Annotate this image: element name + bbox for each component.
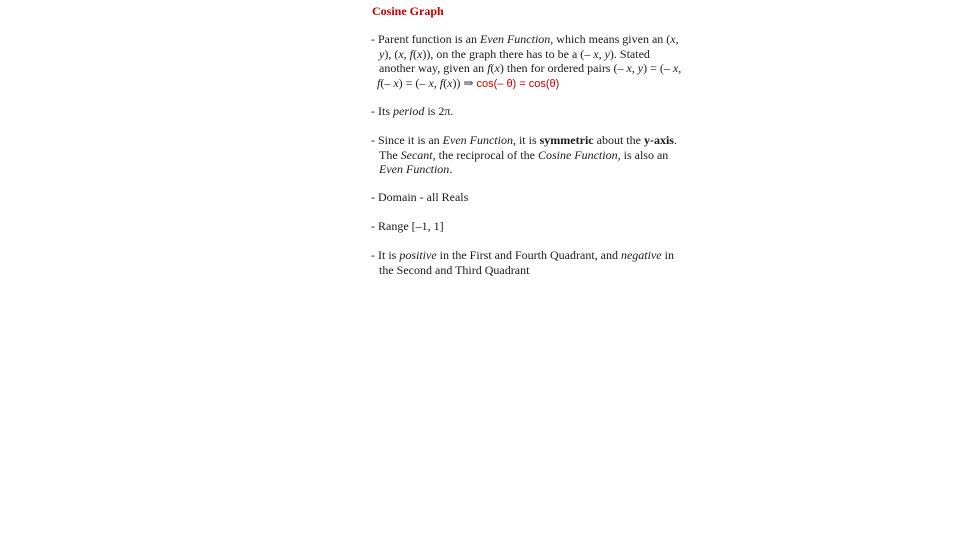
quadrant-line-1 bbox=[371, 248, 691, 263]
quadrant-line-2: the Second and Third Quadrant bbox=[379, 262, 530, 277]
text: , the reciprocal of the bbox=[432, 147, 538, 162]
range-line: - Range [–1, 1] bbox=[371, 219, 444, 233]
even-line-1 bbox=[371, 32, 691, 47]
text: , which means given an ( bbox=[550, 32, 671, 46]
text: . bbox=[673, 133, 677, 147]
text: , it is bbox=[512, 133, 540, 147]
text: f bbox=[487, 61, 491, 76]
symmetric-line-1 bbox=[371, 133, 691, 148]
even-function-bullet bbox=[371, 32, 691, 91]
text: ) = (– bbox=[398, 75, 429, 90]
text: ). Stated bbox=[609, 46, 650, 61]
period-line bbox=[371, 104, 691, 119]
positive-term: positive bbox=[399, 248, 437, 262]
text: x, f bbox=[428, 75, 444, 90]
negative-term: negative bbox=[620, 248, 662, 262]
text: is 2π. bbox=[424, 104, 454, 118]
even-line-4 bbox=[371, 76, 691, 92]
even-function-term: Even Function bbox=[479, 32, 551, 46]
text: x, bbox=[670, 32, 679, 46]
text: f bbox=[377, 75, 381, 90]
range-bullet bbox=[371, 219, 691, 234]
slide-title: Cosine Graph bbox=[372, 4, 444, 18]
text: - Its bbox=[371, 104, 393, 118]
domain-bullet bbox=[371, 190, 691, 205]
even-line-3 bbox=[371, 61, 691, 76]
text: ( bbox=[443, 75, 448, 90]
text: x, y bbox=[626, 61, 644, 76]
text: x, y bbox=[593, 46, 610, 61]
text: Even Function bbox=[442, 133, 513, 147]
text: x, bbox=[672, 61, 682, 76]
secant-term: Secant bbox=[400, 147, 433, 162]
text: - Parent function is an bbox=[371, 32, 480, 46]
cosine-identity: cos(– θ) = cos(θ) bbox=[476, 77, 560, 90]
symmetric-line-3 bbox=[371, 162, 691, 177]
text: is also an bbox=[620, 147, 669, 162]
text: )) ⇒ bbox=[452, 75, 477, 90]
text: ( bbox=[413, 46, 417, 61]
text: x, f bbox=[398, 46, 413, 61]
text: ) then for ordered pairs (– bbox=[499, 61, 627, 76]
text: x bbox=[393, 75, 399, 90]
text: Even Function bbox=[379, 162, 450, 177]
text: ( bbox=[490, 61, 495, 76]
text: x bbox=[447, 75, 453, 90]
text: . bbox=[449, 162, 453, 177]
period-bullet bbox=[371, 104, 691, 119]
text: (– bbox=[380, 75, 394, 90]
y-axis-term: y-axis bbox=[643, 133, 674, 147]
text: another way, given an bbox=[379, 61, 488, 76]
symmetric-term: symmetric bbox=[539, 133, 594, 147]
even-line-2 bbox=[371, 47, 691, 62]
text: y bbox=[379, 46, 385, 61]
text: x bbox=[494, 61, 500, 76]
text: x bbox=[417, 46, 423, 61]
domain-line: - Domain - all Reals bbox=[371, 190, 469, 204]
text: ) = (– bbox=[643, 61, 673, 76]
text: The bbox=[379, 147, 401, 162]
text: about the bbox=[593, 133, 644, 147]
text: in the First and Fourth Quadrant, and bbox=[436, 248, 621, 262]
symmetric-line-2 bbox=[371, 148, 691, 163]
text: Cosine Function, bbox=[537, 147, 621, 162]
text: in bbox=[661, 248, 674, 262]
symmetric-bullet bbox=[371, 133, 691, 177]
text: ), ( bbox=[384, 46, 399, 61]
text: )), on the graph there has to be a (– bbox=[422, 46, 594, 61]
period-term: period bbox=[393, 104, 425, 118]
text: - Since it is an bbox=[371, 133, 443, 147]
quadrant-bullet bbox=[371, 248, 691, 277]
text: - It is bbox=[371, 248, 400, 262]
